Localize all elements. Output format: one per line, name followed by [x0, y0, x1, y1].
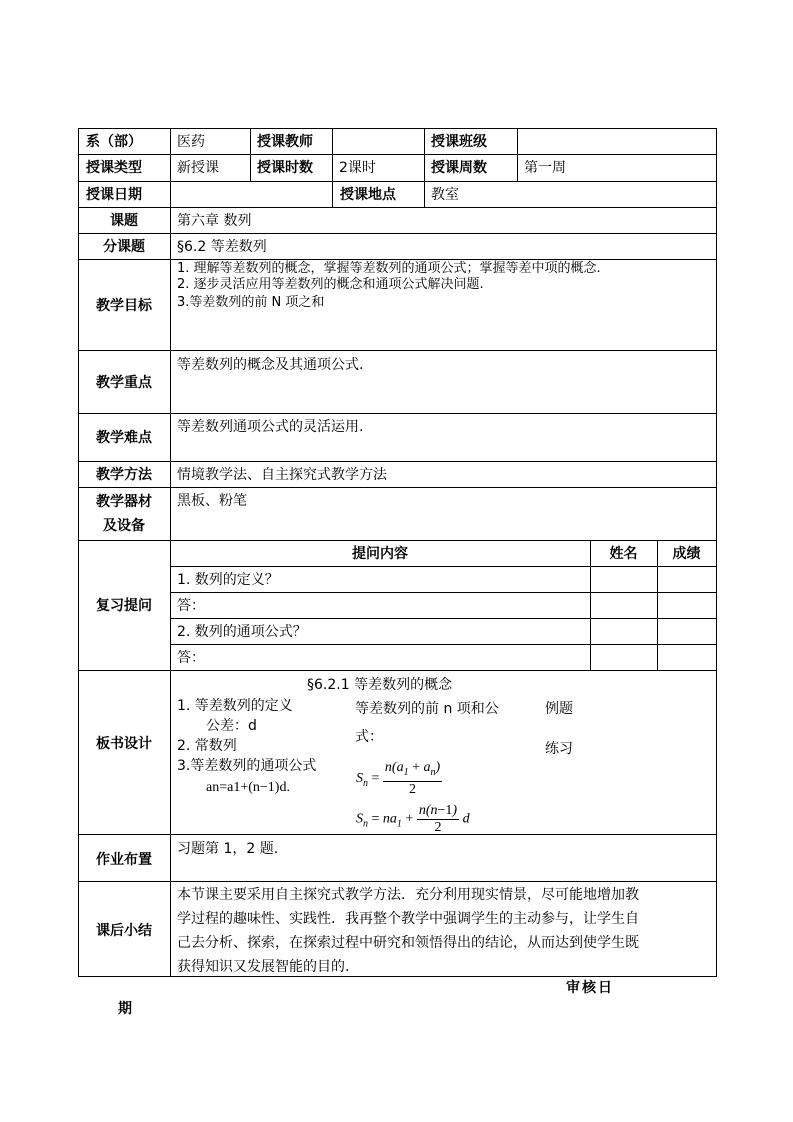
subtopic-value: §6.2 等差数列: [177, 239, 267, 255]
review-header-score: 成绩: [672, 546, 701, 562]
board-col2-line: 式：: [355, 729, 383, 745]
class-label: 授课班级: [431, 134, 487, 150]
type-label: 授课类型: [86, 160, 142, 176]
table-rule: [170, 566, 716, 567]
key-points-value: 等差数列的概念及其通项公式.: [177, 357, 364, 373]
board-col3-line: 例题: [545, 701, 573, 717]
summary-line: 本节课主要采用自主探究式教学方法．充分利用现实情景，尽可能地增加教: [177, 887, 639, 903]
review-label: 复习提问: [96, 598, 152, 614]
board-col1-line: 3.等差数列的通项公式: [177, 758, 317, 774]
board-col1-line: 1. 等差数列的定义: [177, 698, 293, 714]
date-label: 授课日期: [86, 187, 142, 203]
general-term-formula: an=a1+(n−1)d.: [206, 780, 290, 795]
table-border-right: [716, 128, 717, 977]
table-rule: [517, 128, 518, 181]
board-col3-line: 练习: [545, 741, 573, 757]
table-rule: [250, 128, 251, 181]
teacher-label: 授课教师: [257, 134, 313, 150]
difficulties-label: 教学难点: [96, 430, 152, 446]
topic-label: 课题: [110, 213, 138, 229]
topic-value: 第六章 数列: [177, 213, 252, 229]
summary-line: 学过程的趣味性、实践性．我再整个教学中强调学生的主动参与，让学生自: [177, 911, 639, 927]
place-value: 教室: [431, 187, 459, 203]
table-rule: [170, 592, 716, 593]
board-col1-line: 2. 常数列: [177, 738, 237, 754]
hours-value: 2课时: [339, 160, 376, 176]
equipment-value: 黑板、粉笔: [177, 493, 247, 509]
table-rule: [78, 233, 716, 234]
review-date-label-end: 期: [118, 1001, 132, 1017]
review-row: 2. 数列的通项公式？: [177, 624, 307, 640]
subtopic-label: 分课题: [103, 239, 145, 255]
review-row: 答：: [177, 598, 205, 614]
table-rule: [78, 350, 716, 351]
review-date-label: 审核日: [566, 980, 614, 996]
table-rule: [78, 413, 716, 414]
review-header-name: 姓名: [609, 546, 638, 562]
table-rule: [78, 259, 716, 260]
type-value: 新授课: [177, 160, 219, 176]
table-rule: [78, 670, 716, 671]
table-rule: [78, 487, 716, 488]
equipment-label-line2: 及设备: [103, 518, 145, 534]
table-rule: [78, 834, 716, 835]
place-label: 授课地点: [340, 187, 396, 203]
table-border-top: [78, 128, 716, 129]
table-rule: [78, 154, 716, 155]
board-col2-line: 等差数列的前 n 项和公: [355, 701, 499, 717]
review-row: 答：: [177, 650, 205, 666]
table-rule: [78, 540, 716, 541]
homework-label: 作业布置: [96, 852, 152, 868]
goal-item: 2. 逐步灵活应用等差数列的概念和通项公式解决问题.: [177, 277, 484, 292]
week-label: 授课周数: [431, 160, 487, 176]
methods-label: 教学方法: [96, 467, 152, 483]
table-rule: [332, 128, 333, 207]
summary-line: 获得知识又发展智能的目的.: [177, 959, 350, 975]
review-header-content: 提问内容: [352, 546, 408, 562]
week-value: 第一周: [524, 160, 566, 176]
sum-formula-2: $S_n = na_1$ + $\frac{n(n-1)}{2}$ d: [356, 803, 470, 833]
board-title: §6.2.1 等差数列的概念: [307, 677, 453, 693]
difficulties-value: 等差数列通项公式的灵活运用.: [177, 419, 364, 435]
table-rule: [78, 881, 716, 882]
goals-label: 教学目标: [96, 298, 152, 314]
equipment-label: 教学器材: [96, 494, 152, 510]
dept-label: 系（部）: [86, 134, 142, 150]
homework-value: 习题第 1，2 题.: [177, 841, 279, 857]
methods-value: 情境教学法、自主探究式教学方法: [177, 467, 387, 483]
table-rule: [170, 618, 716, 619]
hours-label: 授课时数: [257, 160, 313, 176]
table-rule: [78, 181, 716, 182]
sum-formula-1: $S_n$ = $\frac{n(a_1 + a_n)}{2}$: [356, 760, 441, 797]
table-border-bottom: [78, 976, 716, 977]
summary-line: 己去分析、探索，在探索过程中研究和领悟得出的结论，从而达到使学生既: [177, 935, 639, 951]
table-rule: [78, 207, 716, 208]
review-row: 1. 数列的定义？: [177, 572, 279, 588]
board-col1-line: 公差：d: [206, 718, 257, 734]
table-rule: [170, 644, 716, 645]
board-label: 板书设计: [96, 736, 152, 752]
dept-value: 医药: [177, 134, 205, 150]
summary-label: 课后小结: [96, 923, 152, 939]
table-rule: [78, 461, 716, 462]
goal-item: 1. 理解等差数列的概念，掌握等差数列的通项公式；掌握等差中项的概念.: [177, 261, 601, 276]
key-points-label: 教学重点: [96, 375, 152, 391]
table-rule: [424, 128, 425, 207]
goal-item: 3.等差数列的前 N 项之和: [177, 295, 325, 310]
